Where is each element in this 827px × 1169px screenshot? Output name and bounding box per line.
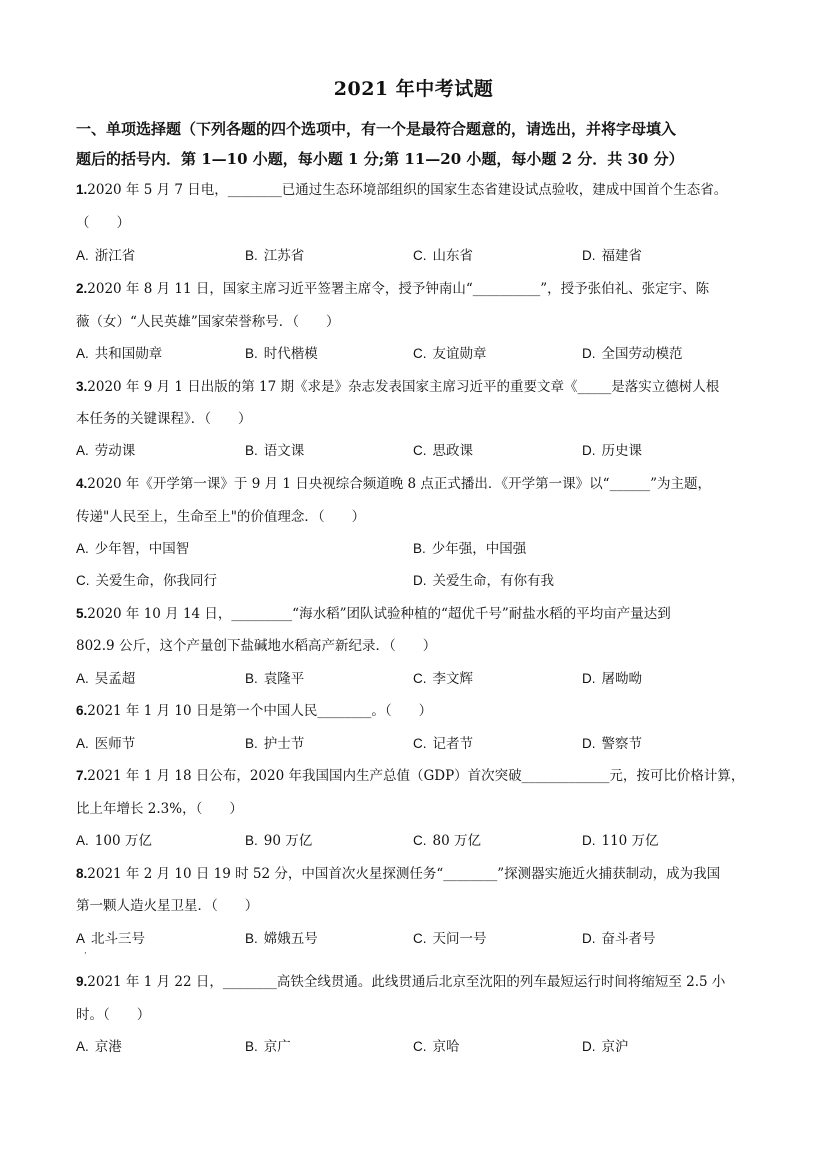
question-5-line-2: 802.9 公斤，这个产量创下盐碱地水稻高产新纪录．（ ）	[76, 638, 437, 654]
question-5-option-d: D. 屠呦呦	[582, 671, 642, 687]
question-9-option-c: C. 京哈	[413, 1039, 460, 1055]
question-8-option-b: B. 嫦娥五号	[245, 931, 318, 947]
question-4-line-1: 4.2020 年《开学第一课》于 9 月 1 日央视综合频道晚 8 点正式播出．《开学第一课》以“______”为主题，	[76, 476, 711, 492]
question-5-line-1: 5.2020 年 10 月 14 日，_________“海水稻”团队试验种植的“超优千号”耐盐水稻的平均亩产量达到	[76, 606, 671, 622]
question-3-option-c: C. 思政课	[413, 443, 473, 459]
question-1-option-c: C. 山东省	[413, 248, 473, 264]
question-8-option-d: D. 奋斗者号	[582, 931, 656, 947]
question-6-option-c: C. 记者节	[413, 736, 473, 752]
question-1-line-1: 1.2020 年 5 月 7 日电，________已通过生态环境部组织的国家生态省建设试点验收，建成中国首个生态省。	[76, 182, 728, 198]
question-6-option-a: A. 医师节	[76, 736, 136, 752]
question-4-option-a: A. 少年智，中国智	[76, 541, 190, 557]
question-7-option-a: A. 100 万亿	[76, 833, 152, 849]
question-1-option-d: D. 福建省	[582, 248, 642, 264]
question-6-option-d: D. 警察节	[582, 736, 642, 752]
page-title: 2021 年中考试题	[333, 78, 494, 100]
question-4-option-b: B. 少年强，中国强	[413, 541, 527, 557]
question-9-option-d: D. 京沪	[582, 1039, 629, 1055]
question-8-option-a: A 北斗三号	[76, 931, 146, 947]
question-7-line-1: 7.2021 年 1 月 18 日公布，2020 年我国国内生产总值（GDP）首次突破_____________元，按可比价格计算，	[76, 768, 745, 784]
question-5-option-c: C. 李文辉	[413, 671, 473, 687]
question-7-line-2: 比上年增长 2.3%，（ ）	[76, 801, 243, 817]
question-9-line-1: 9.2021 年 1 月 22 日，________高铁全线贯通。此线贯通后北京至沈阳的列车最短运行时间将缩短至 2.5 小	[76, 974, 726, 990]
question-9-option-a: A. 京港	[76, 1039, 122, 1055]
question-8-line-2: 第一颗人造火星卫星．（ ）	[76, 898, 259, 914]
question-9-option-b: B. 京广	[245, 1039, 291, 1055]
question-2-option-a: A. 共和国勋章	[76, 346, 163, 362]
question-5-option-a: A. 吴孟超	[76, 671, 136, 687]
question-1-option-a: A. 浙江省	[76, 248, 136, 264]
stray-dot-mark: ·	[84, 949, 87, 959]
question-2-option-d: D. 全国劳动模范	[582, 346, 683, 362]
question-9-line-2: 时。（ ）	[76, 1007, 151, 1023]
question-2-line-2: 薇（女）“人民英雄”国家荣誉称号．（ ）	[76, 314, 340, 330]
question-8-line-1: 8.2021 年 2 月 10 日 19 时 52 分，中国首次火星探测任务“________”探测器实施近火捕获制动，成为我国	[76, 866, 721, 882]
question-1-option-b: B. 江苏省	[245, 248, 305, 264]
question-3-line-1: 3.2020 年 9 月 1 日出版的第 17 期《求是》杂志发表国家主席习近平的重要文章《_____是落实立德树人根	[76, 379, 720, 395]
question-3-option-a: A. 劳动课	[76, 443, 136, 459]
section-heading	[76, 114, 766, 174]
question-6-option-b: B. 护士节	[245, 736, 305, 752]
question-1-line-2: （ ）	[76, 215, 130, 231]
section-heading-line-1: 一、单项选择题（下列各题的四个选项中，有一个是最符合题意的，请选出，并将字母填入	[76, 120, 677, 138]
question-7-option-d: D. 110 万亿	[582, 833, 659, 849]
question-4-line-2: 传递"人民至上，生命至上"的价值理念．（ ）	[76, 509, 366, 525]
question-6-line-1: 6.2021 年 1 月 10 日是第一个中国人民________。（ ）	[76, 703, 433, 719]
question-2-option-c: C. 友谊勋章	[413, 346, 487, 362]
question-4-option-c: C. 关爱生命，你我同行	[76, 573, 217, 589]
question-8-option-c: C. 天问一号	[413, 931, 487, 947]
question-3-line-2: 本任务的关键课程》．（ ）	[76, 411, 252, 427]
question-5-option-b: B. 袁隆平	[245, 671, 305, 687]
question-2-line-1: 2.2020 年 8 月 11 日，国家主席习近平签署主席令，授予钟南山“__________”，授予张伯礼、张定宇、陈	[76, 281, 710, 297]
section-heading-line-2: 题后的括号内．第 1—10 小题，每小题 1 分;第 11—20 小题，每小题 2 分．共 30 分）	[76, 150, 684, 168]
question-7-option-b: B. 90 万亿	[245, 833, 313, 849]
question-4-option-d: D. 关爱生命，有你有我	[413, 573, 554, 589]
question-2-option-b: B. 时代楷模	[245, 346, 318, 362]
question-3-option-d: D. 历史课	[582, 443, 642, 459]
question-7-option-c: C. 80 万亿	[413, 833, 481, 849]
question-3-option-b: B. 语文课	[245, 443, 305, 459]
